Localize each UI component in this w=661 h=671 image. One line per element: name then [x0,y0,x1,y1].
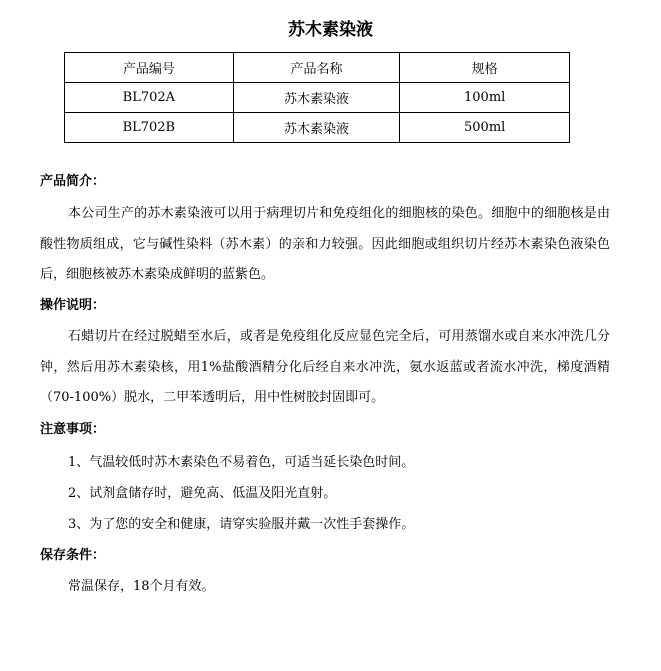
product-table [64,52,570,143]
table-header-row [65,53,570,83]
table-row [65,113,570,143]
document-title: 苏木素染液 [288,20,373,40]
table-header-cell: 规格 [400,53,570,83]
storage-text: 常温保存，18个月有效。 [68,579,215,594]
note-item: 2、试剂盒储存时，避免高、低温及阳光直射。 [68,486,337,501]
table-cell: BL702A [65,83,234,113]
table-row [65,83,570,113]
table-header-cell: 产品名称 [233,53,400,83]
table-cell: 苏木素染液 [233,83,400,113]
table-cell: 苏木素染液 [233,113,400,143]
note-item: 1、气温较低时苏木素染色不易着色，可适当延长染色时间。 [68,455,415,470]
operation-heading: 操作说明： [40,298,106,313]
note-item: 3、为了您的安全和健康，请穿实验服并戴一次性手套操作。 [68,517,415,532]
intro-paragraph: 本公司生产的苏木素染液可以用于病理切片和免疫组化的细胞核的染色。细胞中的细胞核是由酸性物质组成，它与碱性染料（苏木素）的亲和力较强。因此细胞或组织切片经苏木素染色液染色后，细胞核被苏木素染成鲜明的蓝紫色。 [40,206,610,282]
operation-paragraph: 石蜡切片在经过脱蜡至水后，或者是免疫组化反应显色完全后，可用蒸馏水或自来水冲洗几分钟，然后用苏木素染核，用1%盐酸酒精分化后经自来水冲洗，氨水返蓝或者流水冲洗，梯度酒精（70-100%）脱水，二甲苯透明后，用中性树胶封固即可。 [40,329,610,405]
table-header-cell: 产品编号 [65,53,234,83]
table-cell: 500ml [400,113,570,143]
notes-heading: 注意事项： [40,422,106,437]
table-cell: 100ml [400,83,570,113]
storage-heading: 保存条件： [40,548,106,563]
intro-heading: 产品简介： [40,174,106,189]
table-cell: BL702B [65,113,234,143]
